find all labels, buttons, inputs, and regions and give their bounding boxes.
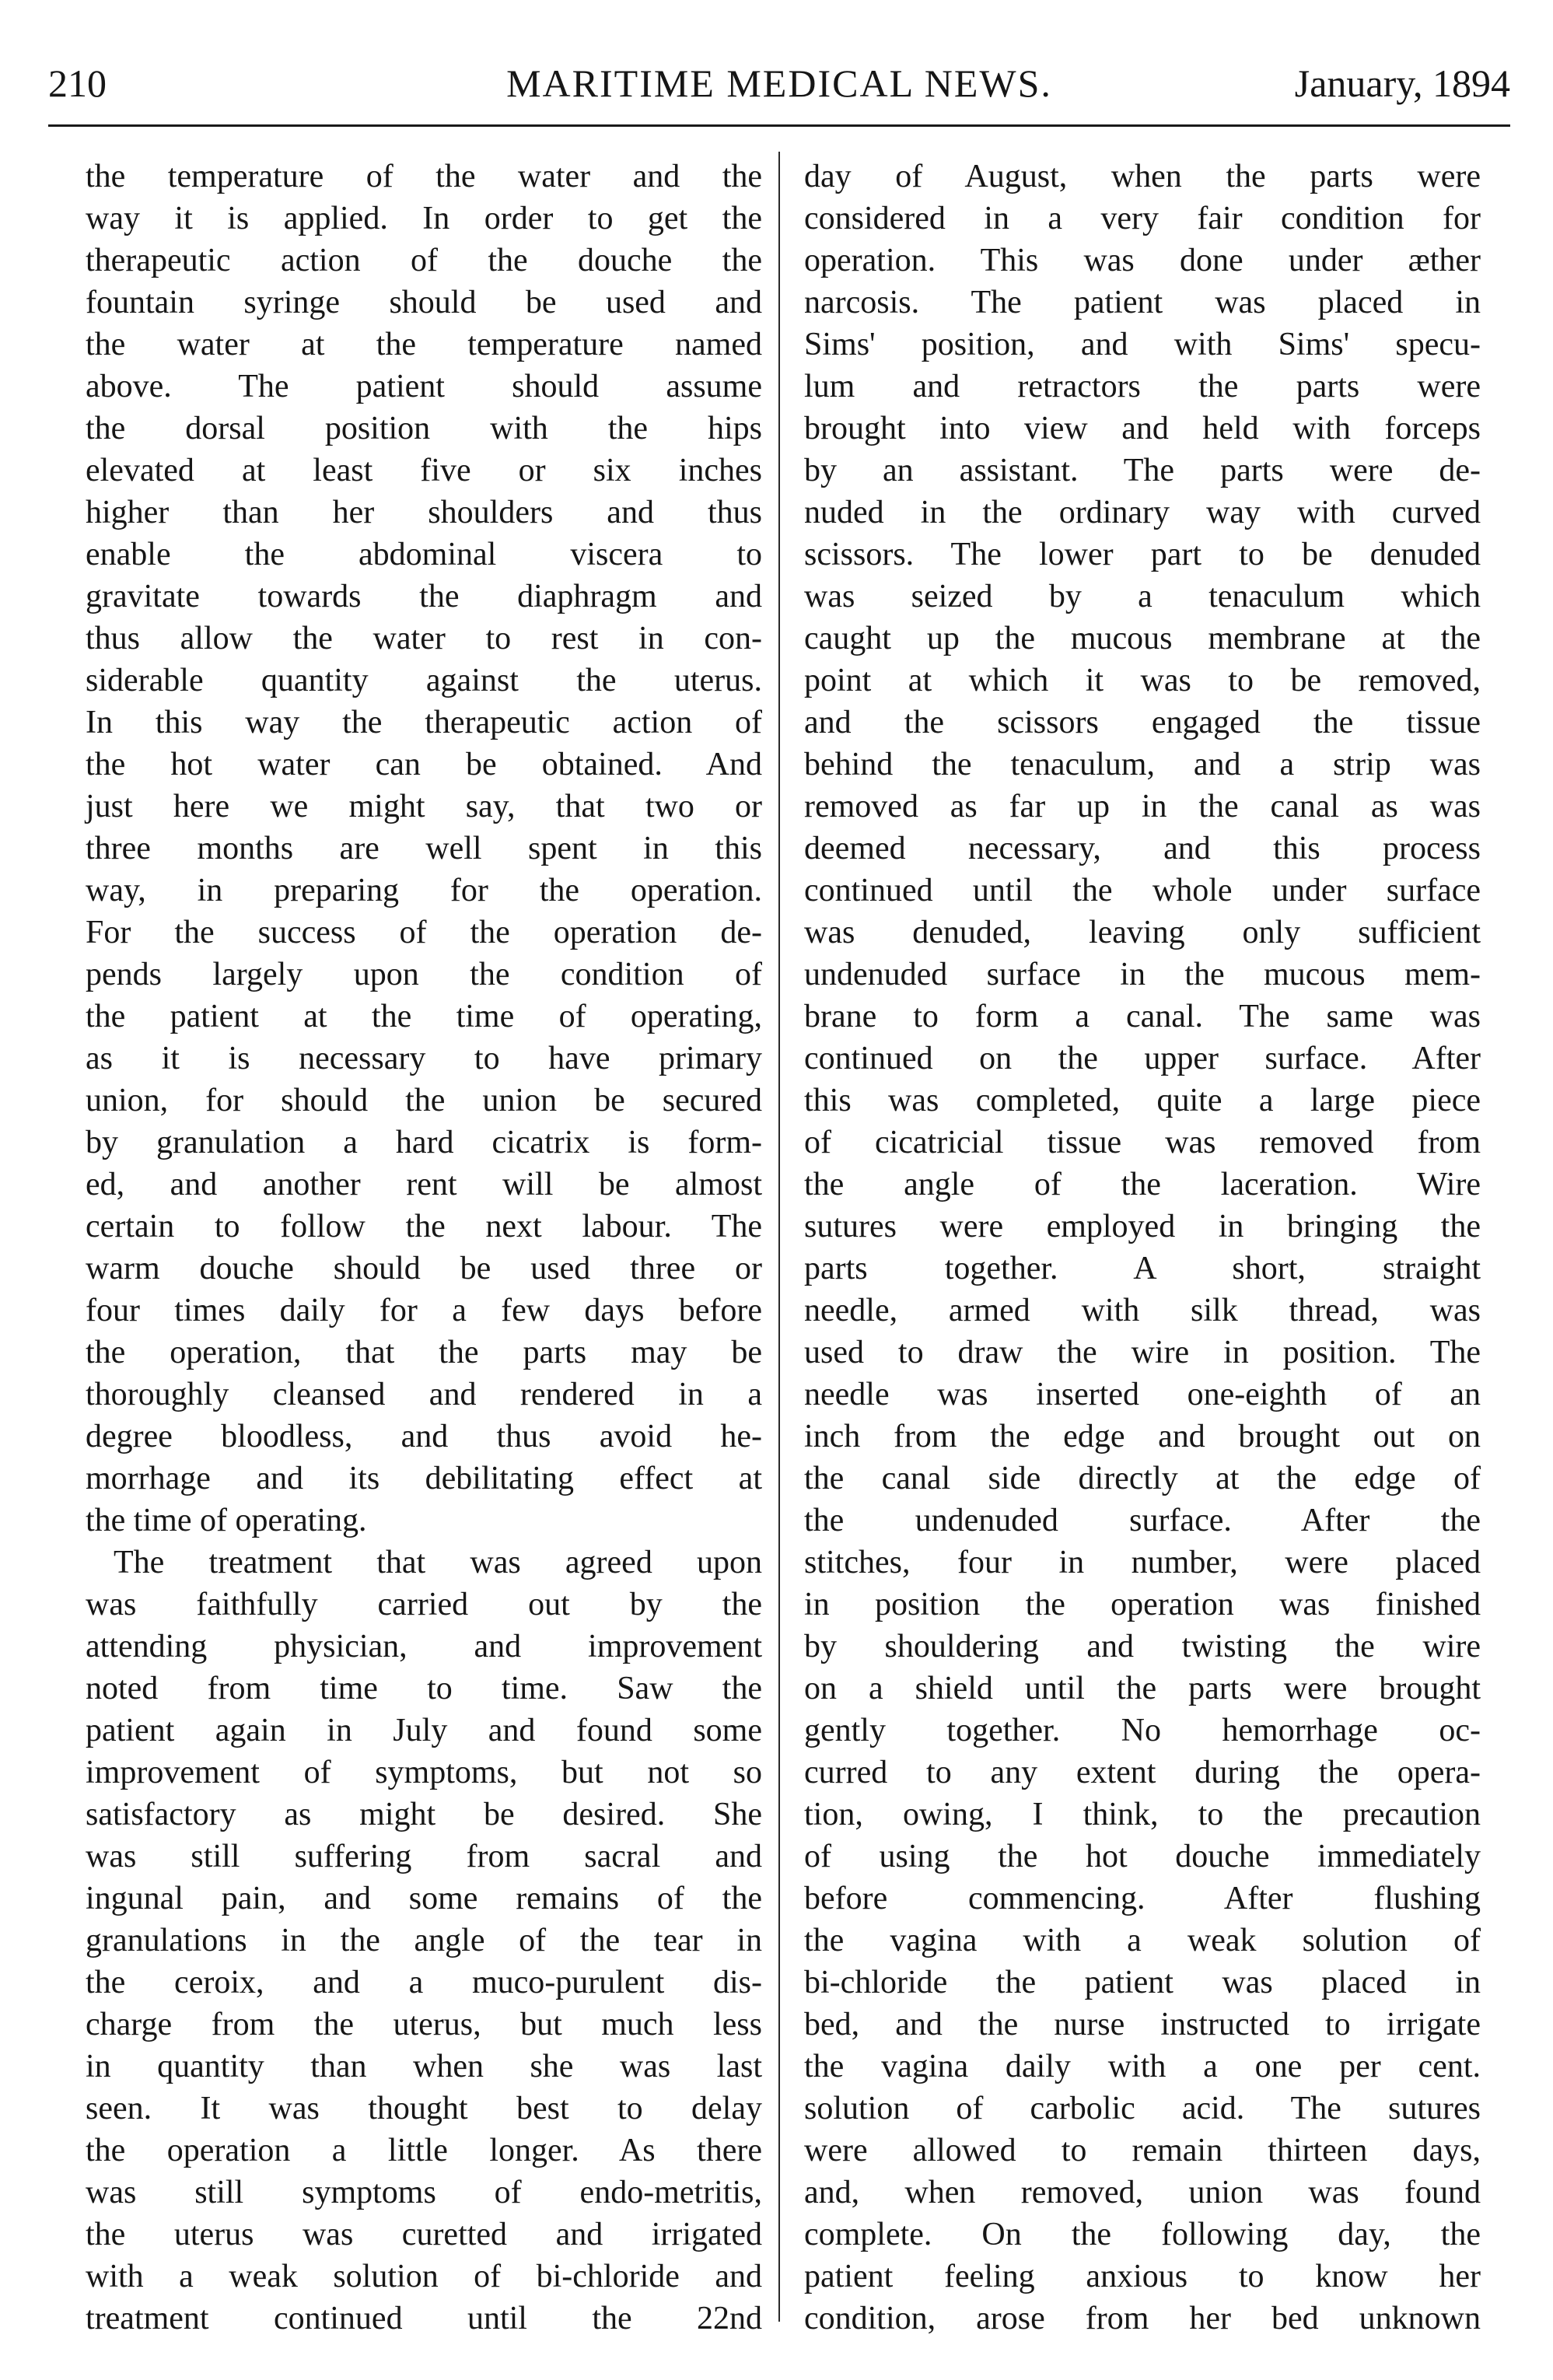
text-line: needle was inserted one-eighth of an bbox=[804, 1377, 1481, 1412]
text-line: lum and retractors the parts were bbox=[804, 369, 1481, 404]
text-line: curred to any extent during the opera- bbox=[804, 1755, 1481, 1790]
text-line: attending physician, and improvement bbox=[86, 1629, 762, 1664]
left-column bbox=[86, 156, 762, 2340]
text-line: by an assistant. The parts were de- bbox=[804, 453, 1481, 488]
text-line: used to draw the wire in position. The bbox=[804, 1335, 1481, 1370]
text-line: sutures were employed in bringing the bbox=[804, 1209, 1481, 1244]
right-column bbox=[804, 156, 1481, 2340]
text-line: way, in preparing for the operation. bbox=[86, 873, 762, 908]
text-line: For the success of the operation de- bbox=[86, 915, 762, 950]
text-line: the angle of the laceration. Wire bbox=[804, 1167, 1481, 1202]
text-line: the dorsal position with the hips bbox=[86, 411, 762, 446]
text-line: the operation a little longer. As there bbox=[86, 2133, 762, 2168]
text-line: The treatment that was agreed upon bbox=[114, 1545, 762, 1580]
text-line: as it is necessary to have primary bbox=[86, 1041, 762, 1076]
header-rule bbox=[48, 124, 1510, 127]
text-line: enable the abdominal viscera to bbox=[86, 537, 762, 572]
text-line: this was completed, quite a large piece bbox=[804, 1083, 1481, 1118]
text-line: brane to form a canal. The same was bbox=[804, 999, 1481, 1034]
issue-date: January, 1894 bbox=[1294, 61, 1510, 105]
text-line: the hot water can be obtained. And bbox=[86, 747, 762, 782]
text-line: three months are well spent in this bbox=[86, 831, 762, 866]
text-line: condition, arose from her bed unknown bbox=[804, 2301, 1481, 2336]
text-line: improvement of symptoms, but not so bbox=[86, 1755, 762, 1790]
text-line: point at which it was to be removed, bbox=[804, 663, 1481, 698]
text-line: noted from time to time. Saw the bbox=[86, 1671, 762, 1706]
text-line: the water at the temperature named bbox=[86, 327, 762, 362]
text-line: patient feeling anxious to know her bbox=[804, 2259, 1481, 2294]
text-line: warm douche should be used three or bbox=[86, 1251, 762, 1286]
text-line: bed, and the nurse instructed to irrigate bbox=[804, 2007, 1481, 2042]
text-line: in quantity than when she was last bbox=[86, 2049, 762, 2084]
text-line: the patient at the time of operating, bbox=[86, 999, 762, 1034]
text-line: nuded in the ordinary way with curved bbox=[804, 495, 1481, 530]
text-line: therapeutic action of the douche the bbox=[86, 243, 762, 278]
text-line: stitches, four in number, were placed bbox=[804, 1545, 1481, 1580]
text-line: seen. It was thought best to delay bbox=[86, 2091, 762, 2126]
text-line: brought into view and held with forceps bbox=[804, 411, 1481, 446]
text-line: continued until the whole under surface bbox=[804, 873, 1481, 908]
text-line: the operation, that the parts may be bbox=[86, 1335, 762, 1370]
text-line: in position the operation was finished bbox=[804, 1587, 1481, 1622]
text-line: ed, and another rent will be almost bbox=[86, 1167, 762, 1202]
text-line: by granulation a hard cicatrix is form- bbox=[86, 1125, 762, 1160]
text-line: removed as far up in the canal as was bbox=[804, 789, 1481, 824]
text-line: caught up the mucous membrane at the bbox=[804, 621, 1481, 656]
text-line: thoroughly cleansed and rendered in a bbox=[86, 1377, 762, 1412]
text-line: considered in a very fair condition for bbox=[804, 201, 1481, 236]
text-line: the time of operating. bbox=[86, 1503, 367, 1538]
text-line: was still suffering from sacral and bbox=[86, 1839, 762, 1874]
text-line: narcosis. The patient was placed in bbox=[804, 285, 1481, 320]
text-line: were allowed to remain thirteen days, bbox=[804, 2133, 1481, 2168]
text-line: behind the tenaculum, and a strip was bbox=[804, 747, 1481, 782]
text-line: with a weak solution of bi-chloride and bbox=[86, 2259, 762, 2294]
text-line: scissors. The lower part to be denuded bbox=[804, 537, 1481, 572]
text-line: In this way the therapeutic action of bbox=[86, 705, 762, 740]
text-line: elevated at least five or six inches bbox=[86, 453, 762, 488]
journal-title: MARITIME MEDICAL NEWS. bbox=[506, 61, 1052, 105]
text-line: tion, owing, I think, to the precaution bbox=[804, 1797, 1481, 1832]
text-line: the canal side directly at the edge of bbox=[804, 1461, 1481, 1496]
text-line: higher than her shoulders and thus bbox=[86, 495, 762, 530]
text-line: of cicatricial tissue was removed from bbox=[804, 1125, 1481, 1160]
text-line: complete. On the following day, the bbox=[804, 2217, 1481, 2252]
text-line: before commencing. After flushing bbox=[804, 1881, 1481, 1916]
text-line: union, for should the union be secured bbox=[86, 1083, 762, 1118]
text-line: fountain syringe should be used and bbox=[86, 285, 762, 320]
text-line: four times daily for a few days before bbox=[86, 1293, 762, 1328]
text-line: undenuded surface in the mucous mem- bbox=[804, 957, 1481, 992]
text-line: was denuded, leaving only sufficient bbox=[804, 915, 1481, 950]
text-line: day of August, when the parts were bbox=[804, 159, 1481, 194]
text-line: patient again in July and found some bbox=[86, 1713, 762, 1748]
text-line: the vagina daily with a one per cent. bbox=[804, 2049, 1481, 2084]
text-line: degree bloodless, and thus avoid he- bbox=[86, 1419, 762, 1454]
text-line: was seized by a tenaculum which bbox=[804, 579, 1481, 614]
text-line: just here we might say, that two or bbox=[86, 789, 762, 824]
text-line: treatment continued until the 22nd bbox=[86, 2301, 762, 2336]
text-line: inch from the edge and brought out on bbox=[804, 1419, 1481, 1454]
text-line: above. The patient should assume bbox=[86, 369, 762, 404]
text-line: the vagina with a weak solution of bbox=[804, 1923, 1481, 1958]
text-line: certain to follow the next labour. The bbox=[86, 1209, 762, 1244]
text-line: was faithfully carried out by the bbox=[86, 1587, 762, 1622]
text-line: ingunal pain, and some remains of the bbox=[86, 1881, 762, 1916]
text-line: deemed necessary, and this process bbox=[804, 831, 1481, 866]
text-line: the undenuded surface. After the bbox=[804, 1503, 1481, 1538]
text-line: continued on the upper surface. After bbox=[804, 1041, 1481, 1076]
text-line: bi-chloride the patient was placed in bbox=[804, 1965, 1481, 2000]
text-line: the ceroix, and a muco-purulent dis- bbox=[86, 1965, 762, 2000]
text-line: way it is applied. In order to get the bbox=[86, 201, 762, 236]
text-line: parts together. A short, straight bbox=[804, 1251, 1481, 1286]
text-line: thus allow the water to rest in con- bbox=[86, 621, 762, 656]
text-line: gently together. No hemorrhage oc- bbox=[804, 1713, 1481, 1748]
text-line: by shouldering and twisting the wire bbox=[804, 1629, 1481, 1664]
text-line: was still symptoms of endo-metritis, bbox=[86, 2175, 762, 2210]
text-line: granulations in the angle of the tear in bbox=[86, 1923, 762, 1958]
column-divider bbox=[778, 152, 780, 2322]
running-header bbox=[48, 58, 1510, 112]
text-line: of using the hot douche immediately bbox=[804, 1839, 1481, 1874]
page-number: 210 bbox=[48, 61, 107, 105]
text-line: and the scissors engaged the tissue bbox=[804, 705, 1481, 740]
text-line: the uterus was curetted and irrigated bbox=[86, 2217, 762, 2252]
text-line: morrhage and its debilitating effect at bbox=[86, 1461, 762, 1496]
text-line: and, when removed, union was found bbox=[804, 2175, 1481, 2210]
text-line: charge from the uterus, but much less bbox=[86, 2007, 762, 2042]
text-line: gravitate towards the diaphragm and bbox=[86, 579, 762, 614]
text-line: Sims' position, and with Sims' specu- bbox=[804, 327, 1481, 362]
text-line: needle, armed with silk thread, was bbox=[804, 1293, 1481, 1328]
text-line: operation. This was done under æther bbox=[804, 243, 1481, 278]
text-line: pends largely upon the condition of bbox=[86, 957, 762, 992]
text-line: solution of carbolic acid. The sutures bbox=[804, 2091, 1481, 2126]
text-line: on a shield until the parts were brought bbox=[804, 1671, 1481, 1706]
text-line: the temperature of the water and the bbox=[86, 159, 762, 194]
text-line: satisfactory as might be desired. She bbox=[86, 1797, 762, 1832]
text-line: siderable quantity against the uterus. bbox=[86, 663, 762, 698]
